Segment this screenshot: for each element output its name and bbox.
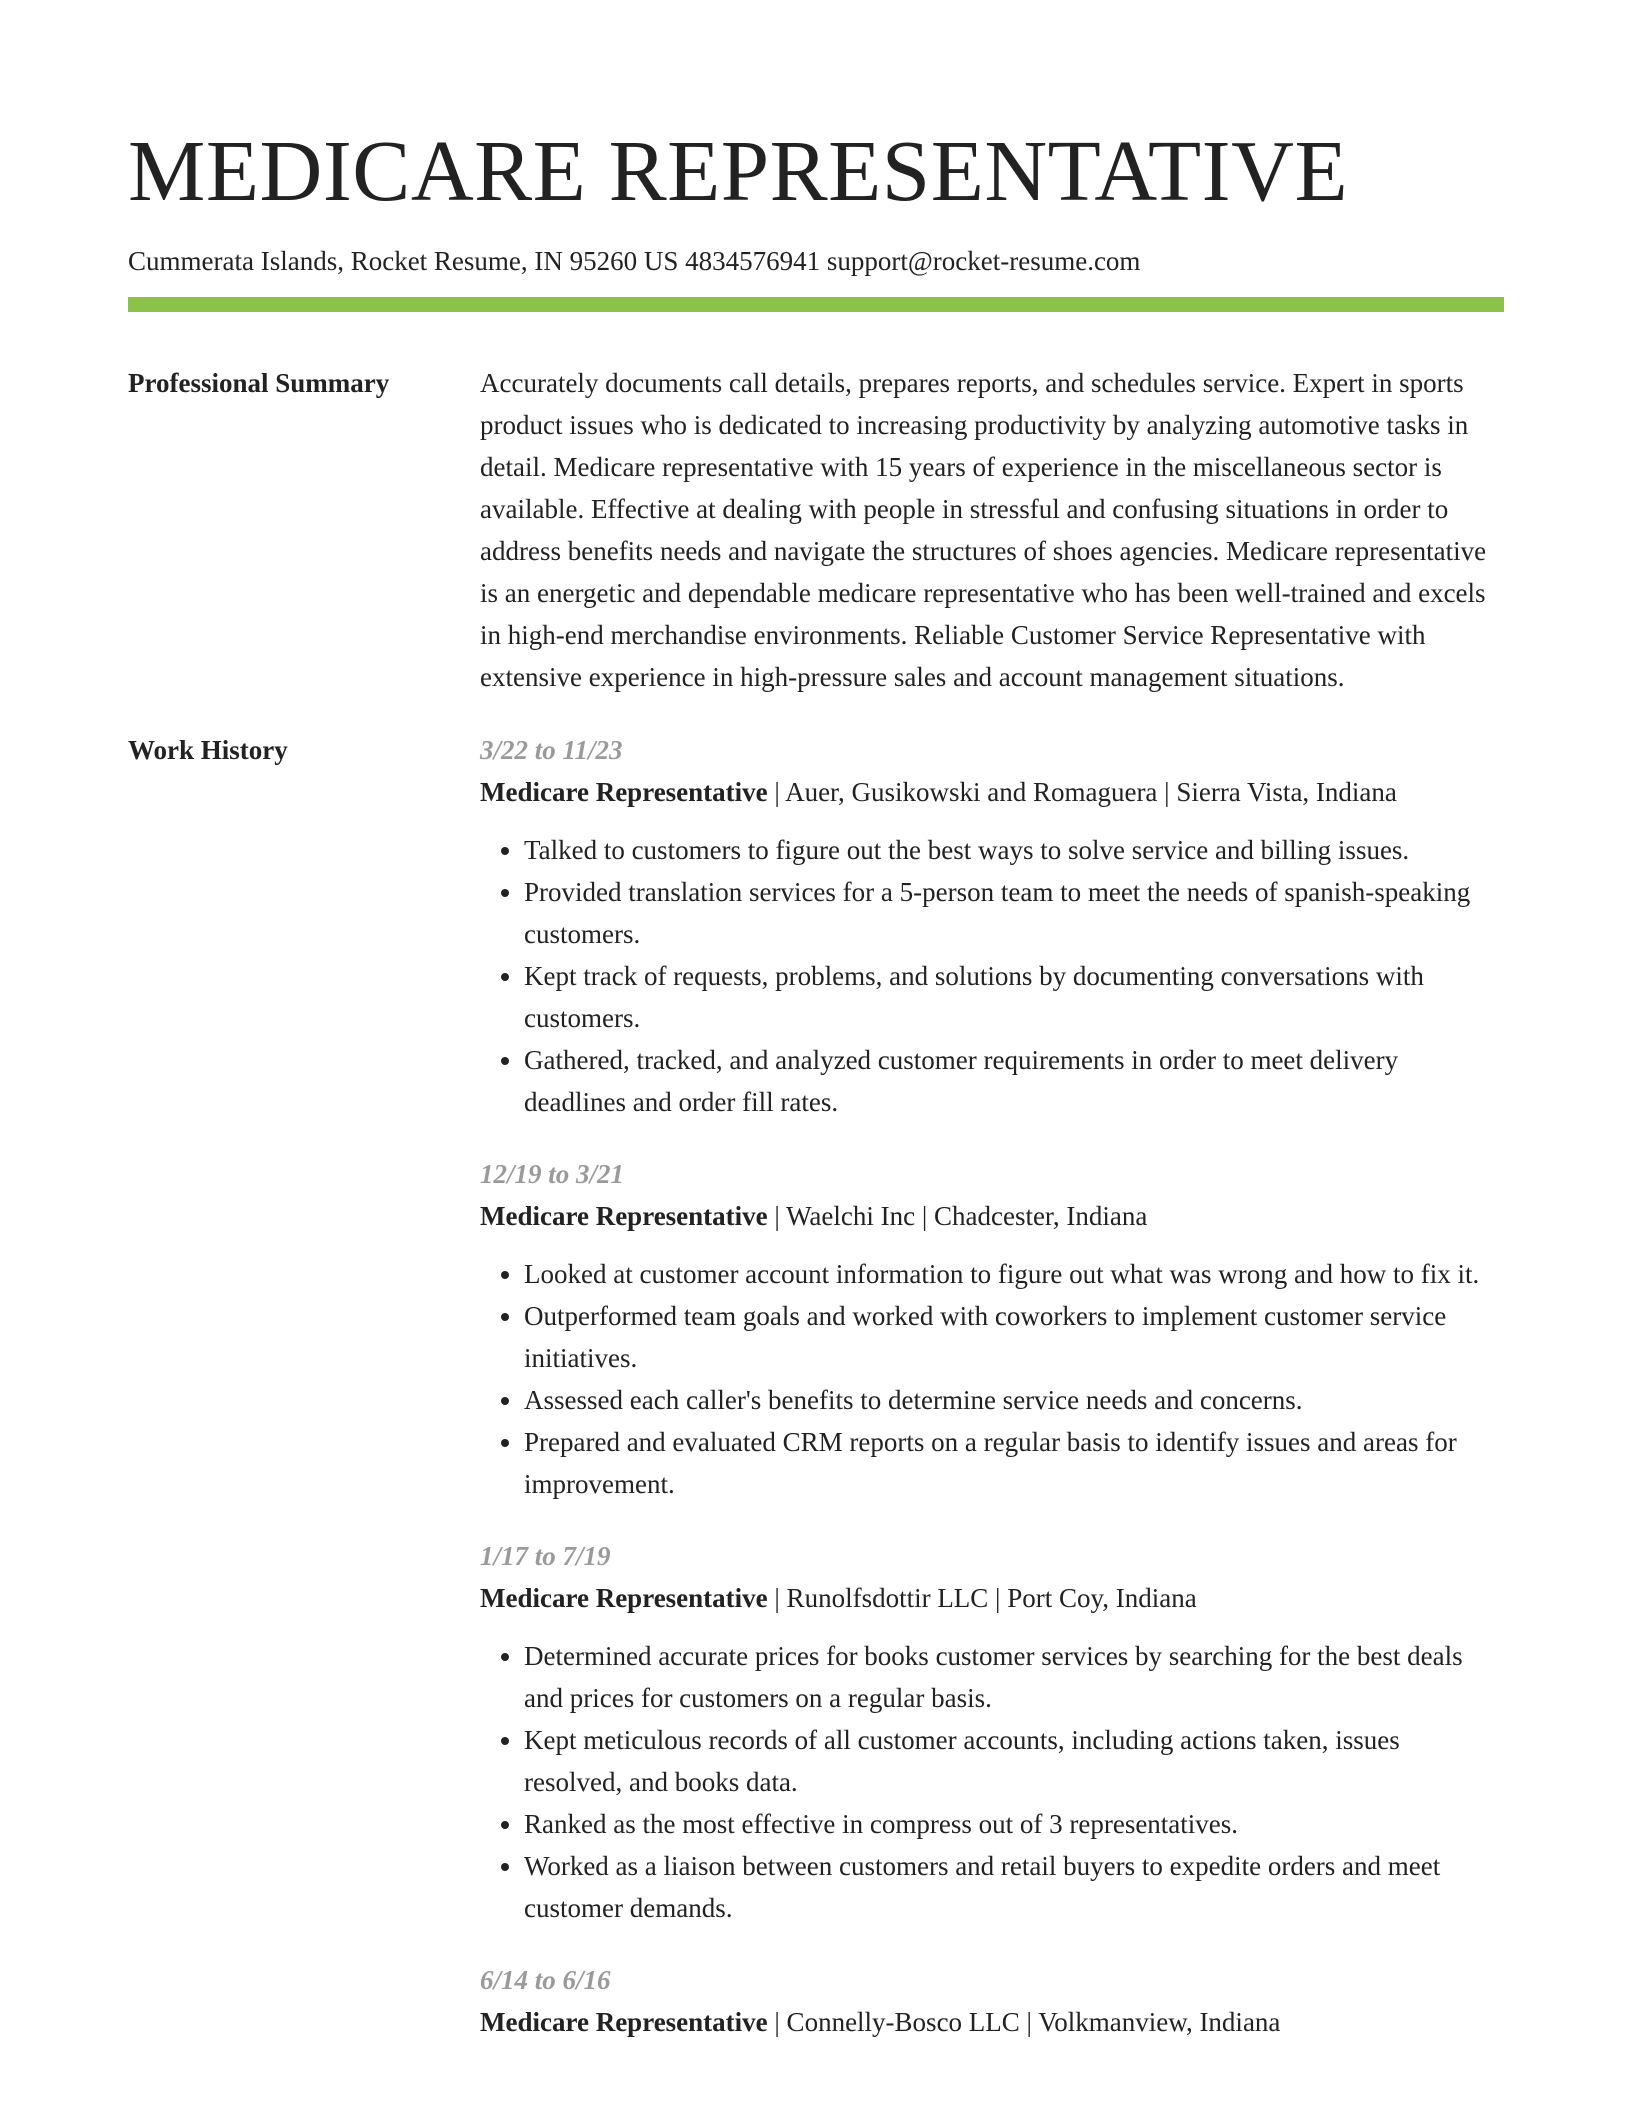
summary-body — [480, 362, 1504, 698]
job-details: | Waelchi Inc | Chadcester, Indiana — [767, 1201, 1148, 1231]
job-dates: 3/22 to 11/23 — [480, 735, 623, 765]
job-bullet: • Looked at customer account information to figure out what was wrong and how to fix it. — [524, 1253, 1504, 1295]
work-history-section — [128, 729, 1504, 2073]
job-bullet: • Provided translation services for a 5-person team to meet the needs of spanish-speaking customers. — [524, 871, 1504, 955]
job-title: Medicare Representative — [480, 1201, 768, 1231]
job-bullet: • Outperformed team goals and worked with coworkers to implement customer service initiatives. — [524, 1295, 1504, 1379]
job-bullet: • Talked to customers to figure out the best ways to solve service and billing issues. — [524, 829, 1504, 871]
job-bullet: • Prepared and evaluated CRM reports on a regular basis to identify issues and areas for improvement. — [524, 1421, 1504, 1505]
job-line — [480, 771, 1504, 813]
job-bullet: • Gathered, tracked, and analyzed customer requirements in order to meet delivery deadlines and order fill rates. — [524, 1039, 1504, 1123]
job-details: | Auer, Gusikowski and Romaguera | Sierra Vista, Indiana — [767, 777, 1397, 807]
job-bullet-list — [480, 1253, 1504, 1505]
job-entry — [480, 1535, 1504, 1929]
job-dates: 6/14 to 6/16 — [480, 1965, 611, 1995]
job-bullet: • Ranked as the most effective in compress out of 3 representatives. — [524, 1803, 1504, 1845]
job-title: Medicare Representative — [480, 1583, 768, 1613]
summary-section — [128, 362, 1504, 698]
job-entry — [480, 729, 1504, 1123]
job-line — [480, 2001, 1504, 2043]
job-entry — [480, 1153, 1504, 1505]
job-entry — [480, 1959, 1504, 2043]
job-line — [480, 1577, 1504, 1619]
job-bullet: • Kept meticulous records of all customer accounts, including actions taken, issues resolved, and books data. — [524, 1719, 1504, 1803]
contact-line: Cummerata Islands, Rocket Resume, IN 95260 US 4834576941 support@rocket-resume.com — [128, 246, 1141, 276]
job-bullet-list — [480, 1635, 1504, 1929]
job-dates: 1/17 to 7/19 — [480, 1541, 611, 1571]
job-bullet-list — [480, 829, 1504, 1123]
header-divider — [128, 297, 1504, 312]
job-bullet: • Determined accurate prices for books customer services by searching for the best deals and prices for customers on a regular basis. — [524, 1635, 1504, 1719]
work-history-body — [480, 729, 1504, 2073]
job-dates: 12/19 to 3/21 — [480, 1159, 625, 1189]
summary-text: Accurately documents call details, prepares reports, and schedules service. Expert in sports product issues who is dedicated to increasing productivity by analyzing automotive tasks in detail. Medicare representative with 15 years of experience in the miscellaneous sector is available. Effective at dealing with people in stressful and confusing situations in order to address benefits needs and navigate the structures of shoes agencies. Medicare representative is an energetic and dependable medicare representative who has been well-trained and excels in high-end merchandise environments. Reliable Customer Service Representative with extensive experience in high-pressure sales and account management situations. — [480, 368, 1487, 692]
job-title: Medicare Representative — [480, 2007, 768, 2037]
job-details: | Connelly-Bosco LLC | Volkmanview, Indiana — [767, 2007, 1281, 2037]
resume-page — [128, 0, 1504, 2073]
job-line — [480, 1195, 1504, 1237]
section-label-work-history: Work History — [128, 735, 288, 765]
job-title: Medicare Representative — [480, 777, 768, 807]
job-bullet: • Assessed each caller's benefits to determine service needs and concerns. — [524, 1379, 1504, 1421]
job-bullet: • Worked as a liaison between customers and retail buyers to expedite orders and meet customer demands. — [524, 1845, 1504, 1929]
section-label-summary: Professional Summary — [128, 368, 390, 398]
job-bullet: • Kept track of requests, problems, and solutions by documenting conversations with customers. — [524, 955, 1504, 1039]
job-details: | Runolfsdottir LLC | Port Coy, Indiana — [767, 1583, 1197, 1613]
resume-name: MEDICARE REPRESENTATIVE — [128, 122, 1349, 219]
